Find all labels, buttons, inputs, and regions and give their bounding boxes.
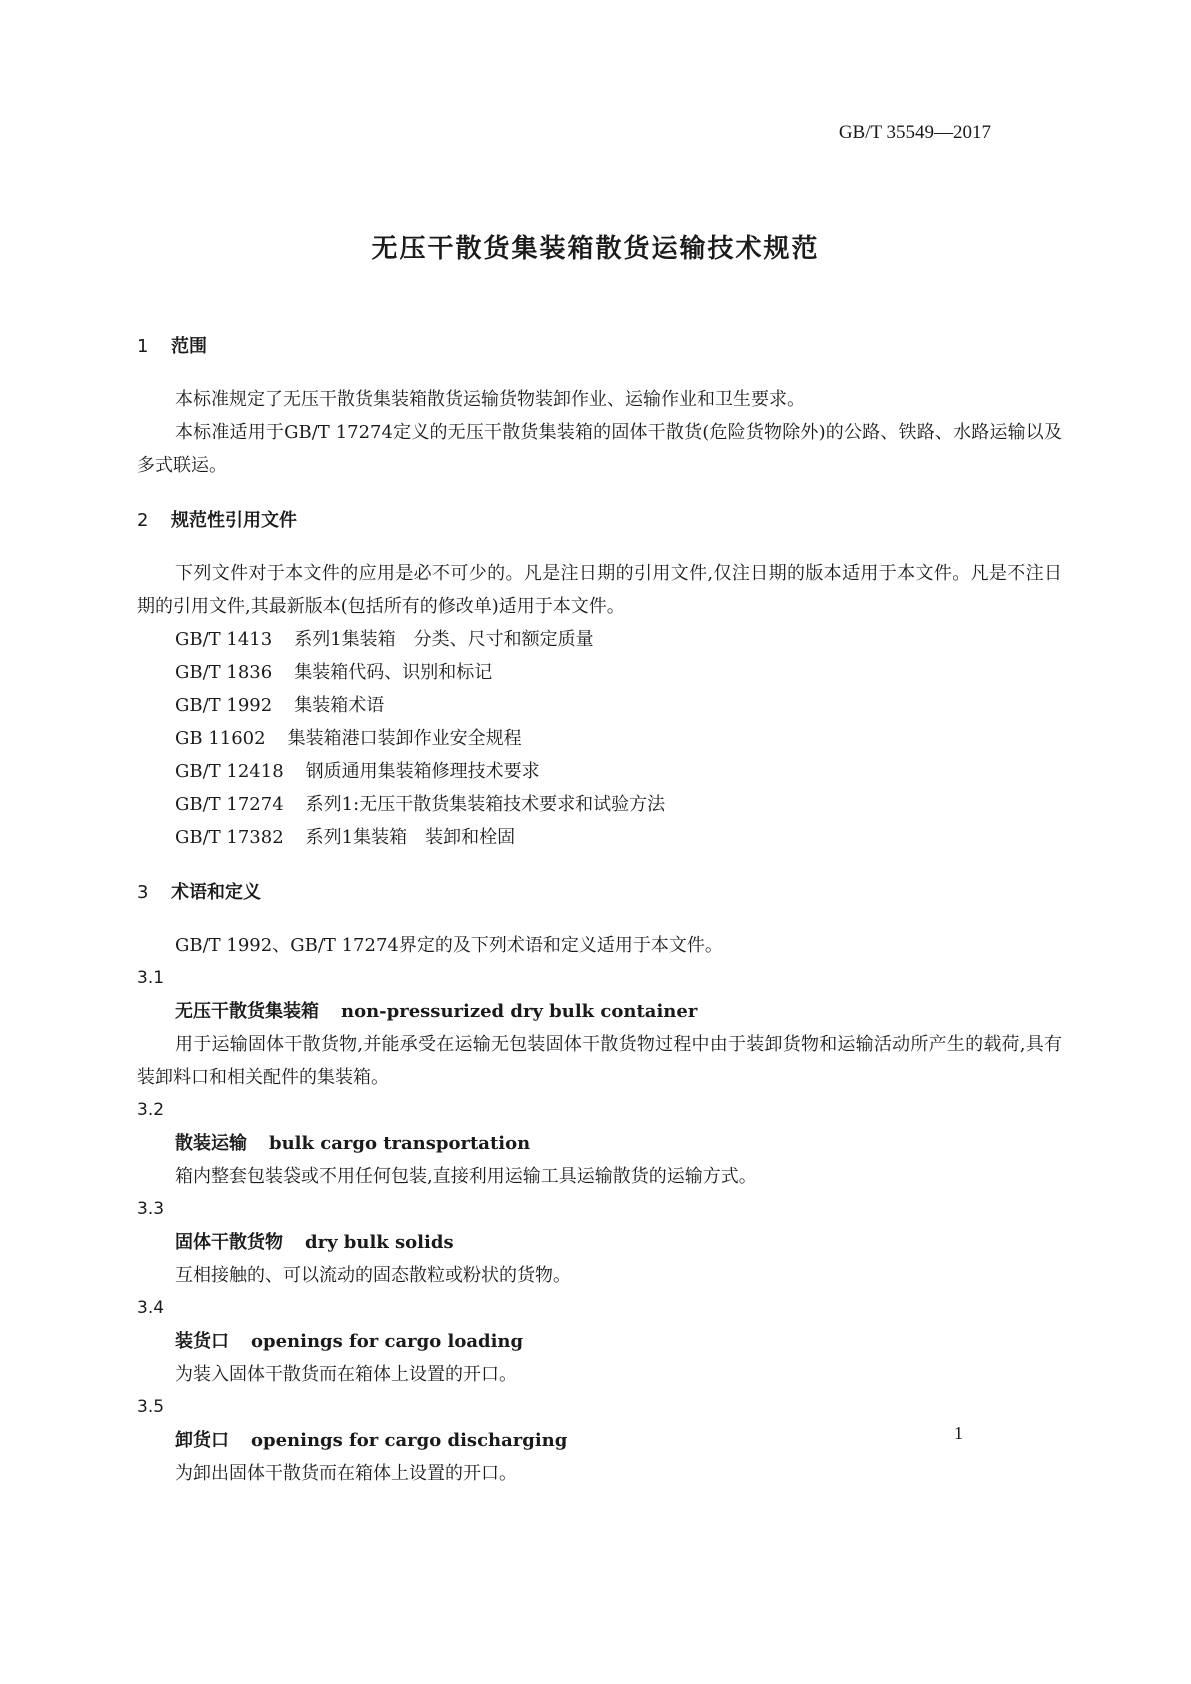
term-chinese: 无压干散货集装箱 xyxy=(175,1001,319,1022)
reference-code: GB/T 17274 xyxy=(175,794,284,815)
reference-title: 集装箱术语 xyxy=(294,695,385,716)
reference-code: GB/T 17382 xyxy=(175,827,284,848)
clause-number: 3.4 xyxy=(137,1298,165,1318)
paragraph: 本标准适用于GB/T 17274定义的无压干散货集装箱的固体干散货(危险货物除外)的公路、铁路、水路运输以及多式联运。 xyxy=(137,422,1062,476)
reference-title: 钢质通用集装箱修理技术要求 xyxy=(305,761,540,782)
term-definition: 为卸出固体干散货而在箱体上设置的开口。 xyxy=(175,1463,517,1484)
reference-code: GB 11602 xyxy=(175,728,266,749)
term-entry xyxy=(137,1325,1062,1358)
term-english: openings for cargo discharging xyxy=(251,1430,568,1451)
term-chinese: 固体干散货物 xyxy=(175,1232,283,1253)
reference-title: 集装箱代码、识别和标记 xyxy=(294,662,493,683)
term-english: non-pressurized dry bulk container xyxy=(341,1001,698,1022)
term-entry xyxy=(137,995,1062,1028)
reference-code: GB/T 12418 xyxy=(175,761,284,782)
reference-item xyxy=(137,689,1062,722)
reference-item xyxy=(137,821,1062,854)
document-title: 无压干散货集装箱散货运输技术规范 xyxy=(371,234,820,264)
term-definition: 用于运输固体干散货物,并能承受在运输无包装固体干散货物过程中由于装卸货物和运输活动所产生的载荷,具有装卸料口和相关配件的集装箱。 xyxy=(137,1034,1062,1088)
reference-title: 集装箱港口装卸作业安全规程 xyxy=(287,728,522,749)
term-entry xyxy=(137,1127,1062,1160)
reference-item xyxy=(137,722,1062,755)
reference-title: 系列1集装箱 装卸和栓固 xyxy=(305,827,516,848)
reference-item xyxy=(137,788,1062,821)
reference-code: GB/T 1992 xyxy=(175,695,273,716)
section-title: 范围 xyxy=(171,336,207,357)
term-chinese: 卸货口 xyxy=(175,1430,229,1451)
term-definition: 为装入固体干散货而在箱体上设置的开口。 xyxy=(175,1364,517,1385)
section-title: 规范性引用文件 xyxy=(171,510,297,531)
clause-number: 3.5 xyxy=(137,1397,165,1417)
term-english: bulk cargo transportation xyxy=(269,1133,531,1154)
section-heading-terms xyxy=(137,876,1062,909)
term-definition: 互相接触的、可以流动的固态散粒或粉状的货物。 xyxy=(175,1265,571,1286)
term-entry xyxy=(137,1424,1062,1457)
section-number: 1 xyxy=(137,336,149,357)
reference-item xyxy=(137,656,1062,689)
section-heading-normative-references xyxy=(137,504,1062,537)
paragraph: GB/T 1992、GB/T 17274界定的及下列术语和定义适用于本文件。 xyxy=(175,935,723,956)
term-definition: 箱内整套包装袋或不用任何包装,直接利用运输工具运输散货的运输方式。 xyxy=(175,1166,757,1187)
paragraph: 本标准规定了无压干散货集装箱散货运输货物装卸作业、运输作业和卫生要求。 xyxy=(175,389,805,410)
reference-title: 系列1:无压干散货集装箱技术要求和试验方法 xyxy=(305,794,666,815)
document-body xyxy=(137,330,1062,1490)
clause-number: 3.3 xyxy=(137,1199,165,1219)
clause-number: 3.1 xyxy=(137,968,165,988)
paragraph: 下列文件对于本文件的应用是必不可少的。凡是注日期的引用文件,仅注日期的版本适用于本文件。凡是不注日期的引用文件,其最新版本(包括所有的修改单)适用于本文件。 xyxy=(137,563,1062,617)
term-chinese: 装货口 xyxy=(175,1331,229,1352)
section-heading-scope xyxy=(137,330,1062,363)
page-number: 1 xyxy=(954,1423,963,1443)
clause-number: 3.2 xyxy=(137,1100,165,1120)
term-chinese: 散装运输 xyxy=(175,1133,247,1154)
term-english: dry bulk solids xyxy=(305,1232,454,1253)
term-entry xyxy=(137,1226,1062,1259)
section-title: 术语和定义 xyxy=(171,882,261,903)
reference-title: 系列1集装箱 分类、尺寸和额定质量 xyxy=(294,629,594,650)
section-number: 2 xyxy=(137,510,149,531)
reference-code: GB/T 1836 xyxy=(175,662,273,683)
reference-code: GB/T 1413 xyxy=(175,629,273,650)
reference-item xyxy=(137,755,1062,788)
section-number: 3 xyxy=(137,882,149,903)
reference-item xyxy=(137,623,1062,656)
standard-number: GB/T 35549—2017 xyxy=(838,122,991,143)
term-english: openings for cargo loading xyxy=(251,1331,524,1352)
